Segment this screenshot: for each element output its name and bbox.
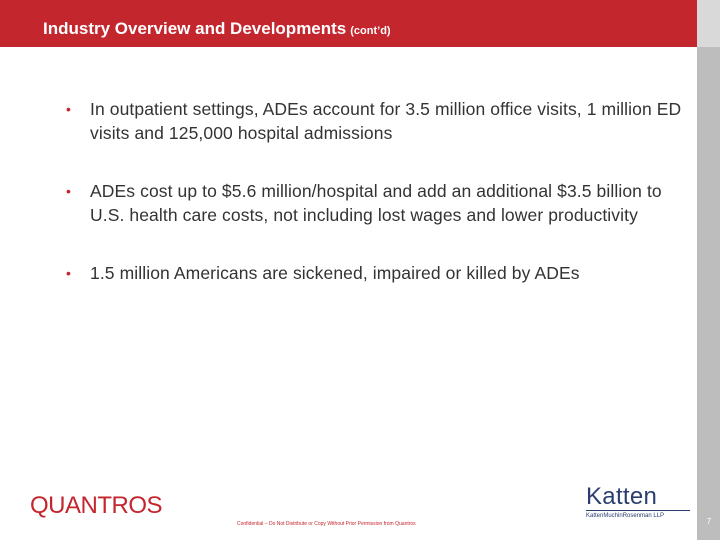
katten-logo-rule — [586, 510, 690, 511]
quantros-logo — [30, 490, 163, 519]
bullet-dot-icon: • — [66, 265, 72, 281]
bullet-item — [62, 261, 682, 285]
bullet-dot-icon: • — [66, 101, 72, 117]
bullet-item — [62, 97, 682, 145]
bullet-list — [62, 97, 682, 285]
katten-logo-fullname: KattenMuchinRosenman LLP — [586, 513, 665, 519]
svg-text:QUANTROS: QUANTROS — [30, 492, 163, 519]
bullet-item — [62, 179, 682, 227]
slide-title — [43, 19, 391, 39]
right-side-strip — [697, 0, 720, 540]
bullet-text: ADEs cost up to $5.6 million/hospital and add an additional $3.5 billion to U.S. health care costs, not including lost wages and lower productivity — [90, 181, 662, 225]
bullet-text: In outpatient settings, ADEs account for 3.5 million office visits, 1 million ED visits and 125,000 hospital admissions — [90, 99, 682, 143]
page-number: 7 — [706, 517, 712, 526]
confidential-note: Confidential – Do Not Distribute or Copy Without Prior Permission from Quantros — [237, 521, 416, 527]
right-strip-top — [697, 0, 720, 47]
katten-logo-name: Katten — [586, 483, 658, 510]
slide-title-subtitle: (cont’d) — [350, 25, 391, 37]
bullet-text: 1.5 million Americans are sickened, impaired or killed by ADEs — [90, 263, 580, 283]
slide-title-text: Industry Overview and Developments — [43, 19, 347, 38]
bullet-dot-icon: • — [66, 183, 72, 199]
